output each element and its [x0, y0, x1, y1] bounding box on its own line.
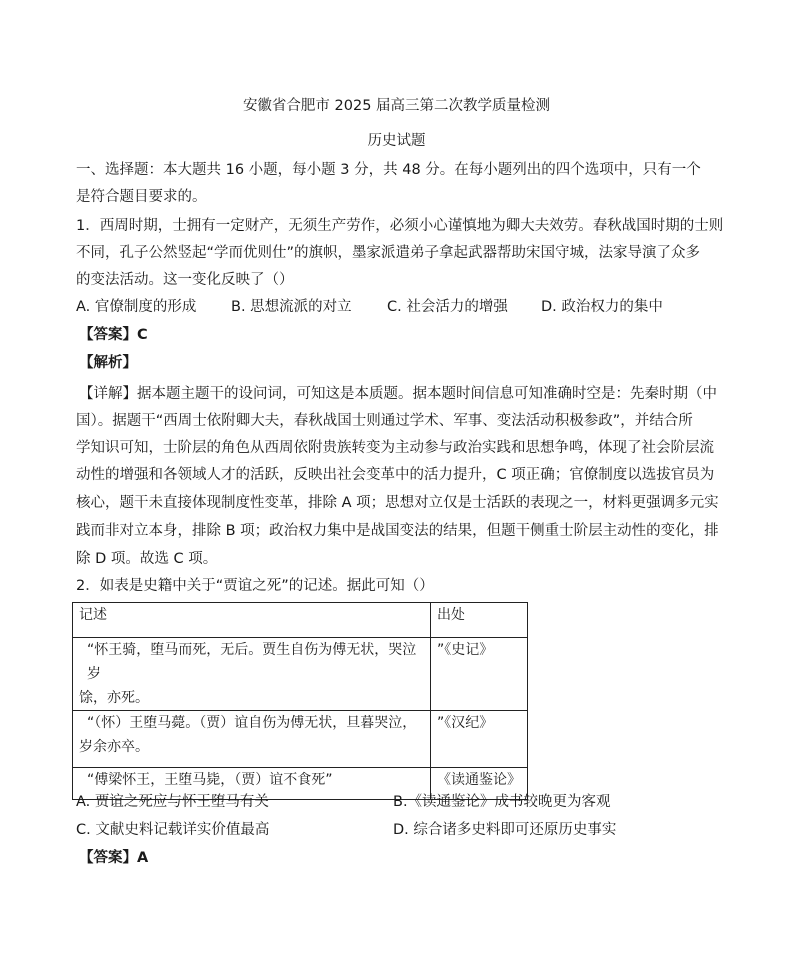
- exam-title: 安徽省合肥市 2025 届高三第二次教学质量检测: [242, 98, 551, 114]
- q1-detail-line6: 践而非对立本身，排除 B 项；政治权力集中是战国变法的结果，但题干侧重士阶层主动性的变化，排: [76, 523, 719, 539]
- exam-subtitle: 历史试题: [367, 133, 426, 149]
- q1-detail-line3: 学知识可知，士阶层的角色从西周依附贵族转变为主动参与政治实践和思想争鸣，体现了社会阶层流: [76, 440, 714, 456]
- record-line: “（怀）王堕马薨。（贾）谊自伤为傅无状，旦暮哭泣，: [87, 715, 417, 731]
- table-header-record: 记述: [73, 603, 431, 638]
- q2-answer: 【答案】A: [79, 850, 149, 866]
- q1-detail-line2: 国）。据题干“西周士依附卿大夫，春秋战国士则通过学术、军事、变法活动积极参政”，并结合所: [76, 413, 693, 429]
- q1-option-c: C. 社会活力的增强: [387, 299, 508, 315]
- q2-option-a: A. 贾谊之死应与怀王堕马有关: [76, 794, 269, 810]
- source-table: [72, 602, 528, 800]
- record-line: “傅梁怀王，王堕马毙，（贾）谊不食死”: [87, 772, 333, 788]
- table-row: [73, 711, 528, 768]
- record-line: “怀王骑，堕马而死，无后。贾生自伤为傅无状，哭泣岁: [87, 642, 417, 682]
- record-line: 馀，亦死。: [79, 690, 149, 706]
- table-cell-record: [73, 638, 431, 711]
- q1-option-d: D. 政治权力的集中: [541, 299, 663, 315]
- table-row: [73, 638, 528, 711]
- q2-option-d: D. 综合诸多史料即可还原历史事实: [393, 822, 617, 838]
- q1-answer: 【答案】C: [79, 327, 148, 343]
- q1-detail-line7: 除 D 项。故选 C 项。: [76, 551, 218, 567]
- section-instructions-line2: 是符合题目要求的。: [76, 189, 207, 205]
- q1-stem-line2: 不同，孔子公然竖起“学而优则仕”的旗帜，墨家派遣弟子拿起武器帮助宋国守城，法家导演了众多: [76, 245, 701, 261]
- table-header-source: 出处: [431, 603, 528, 638]
- table-cell-source: ”《汉纪》: [431, 711, 528, 768]
- section-instructions-line1: 一、选择题：本大题共 16 小题，每小题 3 分，共 48 分。在每小题列出的四个选项中，只有一个: [76, 162, 701, 178]
- q2-option-b: B.《读通鉴论》成书较晚更为客观: [393, 794, 611, 810]
- q1-analysis-label: 【解析】: [79, 355, 137, 371]
- q1-stem-line3: 的变法活动。这一变化反映了（）: [76, 272, 294, 288]
- table-cell-source: 《读通鉴论》: [431, 768, 528, 800]
- q1-stem-line1: 1．西周时期，士拥有一定财产，无须生产劳作，必须小心谨慎地为卿大夫效劳。春秋战国时期的士则: [76, 218, 724, 234]
- table-cell-record: [73, 711, 431, 768]
- record-line: 岁余亦卒。: [79, 739, 149, 755]
- q2-option-c: C. 文献史料记载详实价值最高: [76, 822, 270, 838]
- q1-option-a: A. 官僚制度的形成: [76, 299, 197, 315]
- q1-detail-line1: 【详解】据本题主题干的设问词，可知这是本质题。据本题时间信息可知准确时空是：先秦时期（中: [79, 386, 717, 402]
- q2-stem: 2．如表是史籍中关于“贾谊之死”的记述。据此可知（）: [76, 578, 434, 594]
- table-header-row: [73, 603, 528, 638]
- q1-option-b: B. 思想流派的对立: [231, 299, 352, 315]
- table-cell-source: ”《史记》: [431, 638, 528, 711]
- q1-detail-line4: 动性的增强和各领域人才的活跃，反映出社会变革中的活力提升，C 项正确；官僚制度以选拔官员为: [76, 467, 715, 483]
- q1-detail-line5: 核心，题干未直接体现制度性变革，排除 A 项；思想对立仅是士活跃的表现之一，材料更强调多元实: [76, 495, 719, 511]
